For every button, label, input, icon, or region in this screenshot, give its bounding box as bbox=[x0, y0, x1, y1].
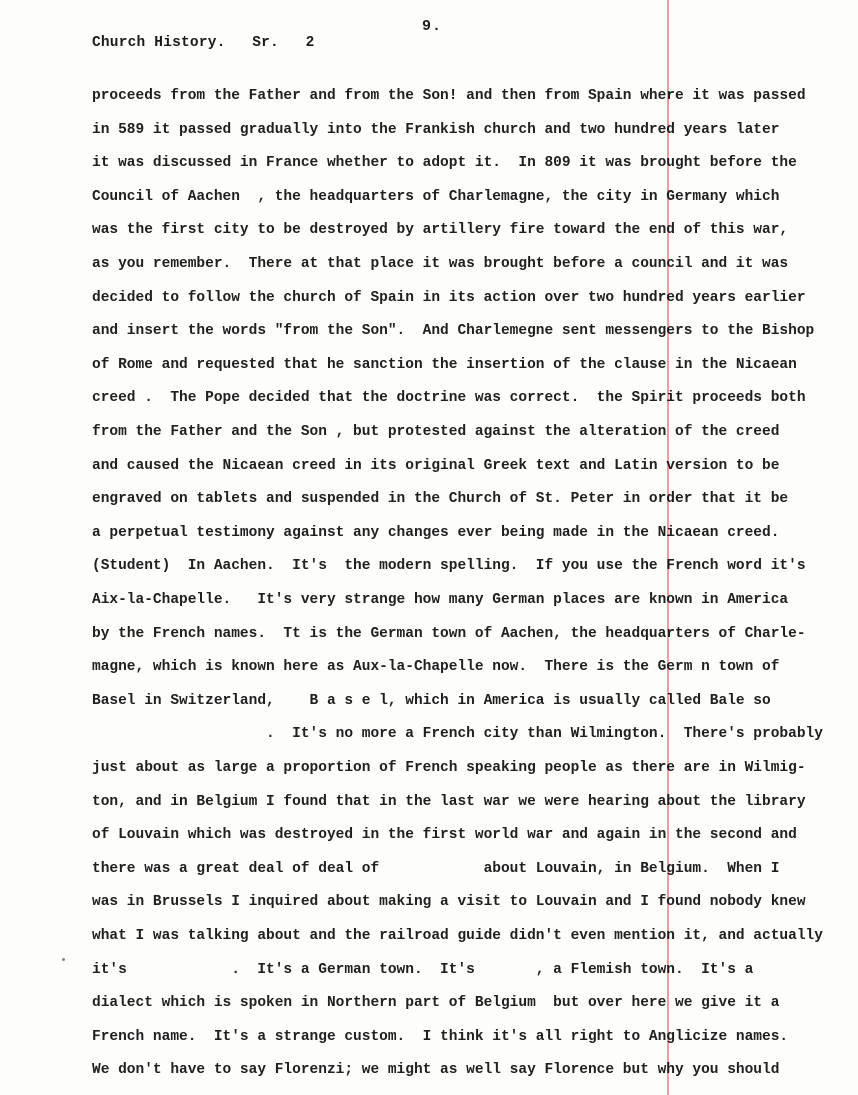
text-line: by the French names. Tt is the German town of Aachen, the headquarters of Charle- bbox=[92, 625, 806, 642]
text-line: Basel in Switzerland, B a s e l, which in America is usually called Bale so bbox=[92, 692, 771, 709]
text-line: dialect which is spoken in Northern part of Belgium but over here we give it a bbox=[92, 995, 780, 1012]
text-line: French name. It's a strange custom. I think it's all right to Anglicize names. bbox=[92, 1028, 789, 1045]
running-header: Church History. Sr. 2 bbox=[92, 35, 315, 51]
text-line: proceeds from the Father and from the Son! and then from Spain where it was passed bbox=[92, 88, 806, 104]
text-line: decided to follow the church of Spain in its action over two hundred years earlier bbox=[92, 289, 806, 306]
text-line: it was discussed in France whether to adopt it. In 809 it was brought before the bbox=[92, 155, 797, 172]
text-line: it's . It's a German town. It's , a Flemish town. It's a bbox=[92, 961, 754, 978]
text-line: of Rome and requested that he sanction the insertion of the clause in the Nicaean bbox=[92, 356, 797, 373]
paper-speck bbox=[62, 958, 65, 961]
page-number: 9. bbox=[422, 18, 443, 35]
text-line: what I was talking about and the railroad guide didn't even mention it, and actually bbox=[92, 928, 823, 944]
text-line: ton, and in Belgium I found that in the last war we were hearing about the library bbox=[92, 793, 806, 810]
text-line: magne, which is known here as Aux-la-Chapelle now. There is the Germ n town of bbox=[92, 659, 780, 676]
text-line: was in Brussels I inquired about making a visit to Louvain and I found nobody knew bbox=[92, 894, 806, 911]
text-line: We don't have to say Florenzi; we might as well say Florence but why you should bbox=[92, 1062, 780, 1079]
text-line: . It's no more a French city than Wilmington. There's probably bbox=[92, 726, 823, 743]
text-line: just about as large a proportion of French speaking people as there are in Wilmig- bbox=[92, 760, 806, 776]
text-line: creed . The Pope decided that the doctrine was correct. the Spirit proceeds both bbox=[92, 390, 806, 407]
text-line: Council of Aachen , the headquarters of Charlemagne, the city in Germany which bbox=[92, 188, 780, 205]
text-line: as you remember. There at that place it was brought before a council and it was bbox=[92, 256, 789, 272]
text-line: (Student) In Aachen. It's the modern spelling. If you use the French word it's bbox=[92, 558, 806, 575]
text-line: and insert the words "from the Son". And Charlemegne sent messengers to the Bishop bbox=[92, 323, 815, 340]
text-line: from the Father and the Son , but protested against the alteration of the creed bbox=[92, 424, 780, 440]
text-line: of Louvain which was destroyed in the first world war and again in the second and bbox=[92, 827, 797, 844]
text-line: a perpetual testimony against any changes ever being made in the Nicaean creed. bbox=[92, 524, 780, 541]
text-line: there was a great deal of deal of about Louvain, in Belgium. When I bbox=[92, 860, 780, 877]
text-line: Aix-la-Chapelle. It's very strange how many German places are known in America bbox=[92, 592, 789, 608]
text-line: was the first city to be destroyed by artillery fire toward the end of this war, bbox=[92, 222, 789, 239]
text-line: in 589 it passed gradually into the Frankish church and two hundred years later bbox=[92, 121, 780, 138]
text-line: engraved on tablets and suspended in the Church of St. Peter in order that it be bbox=[92, 491, 789, 508]
text-line: and caused the Nicaean creed in its original Greek text and Latin version to be bbox=[92, 457, 780, 474]
